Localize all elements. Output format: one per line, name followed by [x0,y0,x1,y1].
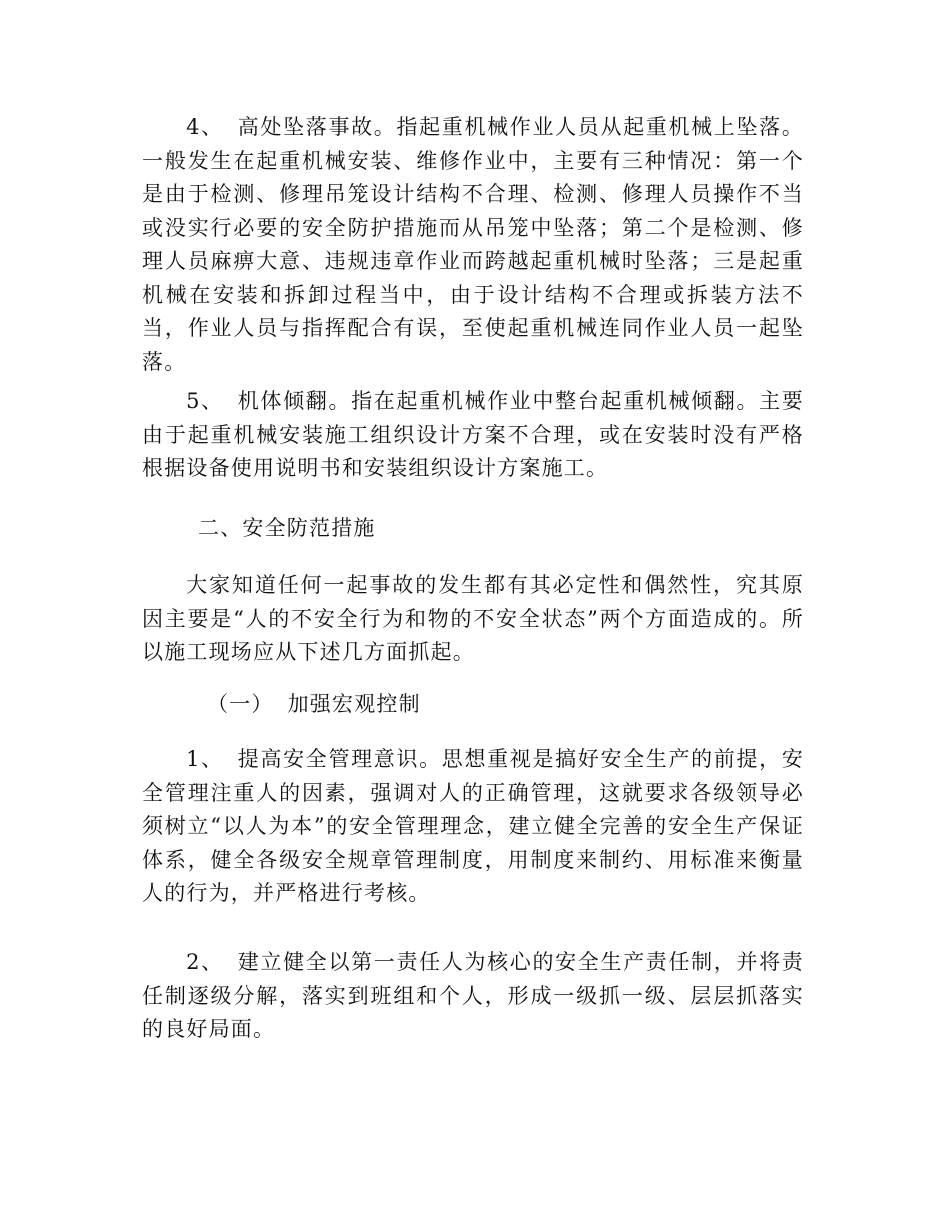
item-number: 2、 [186,950,224,974]
paragraph-safety-awareness [142,743,804,911]
paragraph-intro [142,569,804,670]
paragraph-falling-accident [142,111,804,379]
paragraph-text: 建立健全以第一责任人为核心的安全生产责任制，并将责任制逐级分解，落实到班组和个人，形成一级抓一级、层层抓落实的良好局面。 [142,950,805,1041]
item-number: 4、 [186,115,224,139]
item-number: 1、 [186,747,224,771]
paragraph-responsibility [142,946,804,1047]
subsection-heading [207,688,421,722]
paragraph-text: 提高安全管理意识。思想重视是搞好安全生产的前提，安全管理注重人的因素，强调对人的正确管理，这就要求各级领导必须树立“以人为本”的安全管理理念，建立健全完善的安全生产保证体系，健全各级安全规章管理制度，用制度来制约、用标准来衡量人的行为，并严格进行考核。 [142,747,805,905]
subsection-title: 加强宏观控制 [287,692,421,716]
paragraph-text: 机体倾翻。指在起重机械作业中整台起重机械倾翻。主要由于起重机械安装施工组织设计方案不合理，或在安装时没有严格根据设备使用说明书和安装组织设计方案施工。 [142,389,805,480]
paragraph-text: 大家知道任何一起事故的发生都有其必定性和偶然性，究其原因主要是“人的不安全行为和物的不安全状态”两个方面造成的。所以施工现场应从下述几方面抓起。 [142,573,804,664]
paragraph-text: 高处坠落事故。指起重机械作业人员从起重机械上坠落。一般发生在起重机械安装、维修作业中，主要有三种情况：第一个是由于检测、修理吊笼设计结构不合理、检测、修理人员操作不当或没实行必要的安全防护措施而从吊笼中坠落；第二个是检测、修理人员麻痹大意、违规违章作业而跨越起重机械时坠落；三是起重机械在安装和拆卸过程当中，由于设计结构不合理或拆装方法不当，作业人员与指挥配合有误，至使起重机械连同作业人员一起坠落。 [142,115,805,374]
item-number: 5、 [186,389,224,413]
paragraph-overturning [142,385,804,486]
subsection-number: （一） [207,692,274,716]
section-heading: 二、安全防范措施 [198,516,376,540]
